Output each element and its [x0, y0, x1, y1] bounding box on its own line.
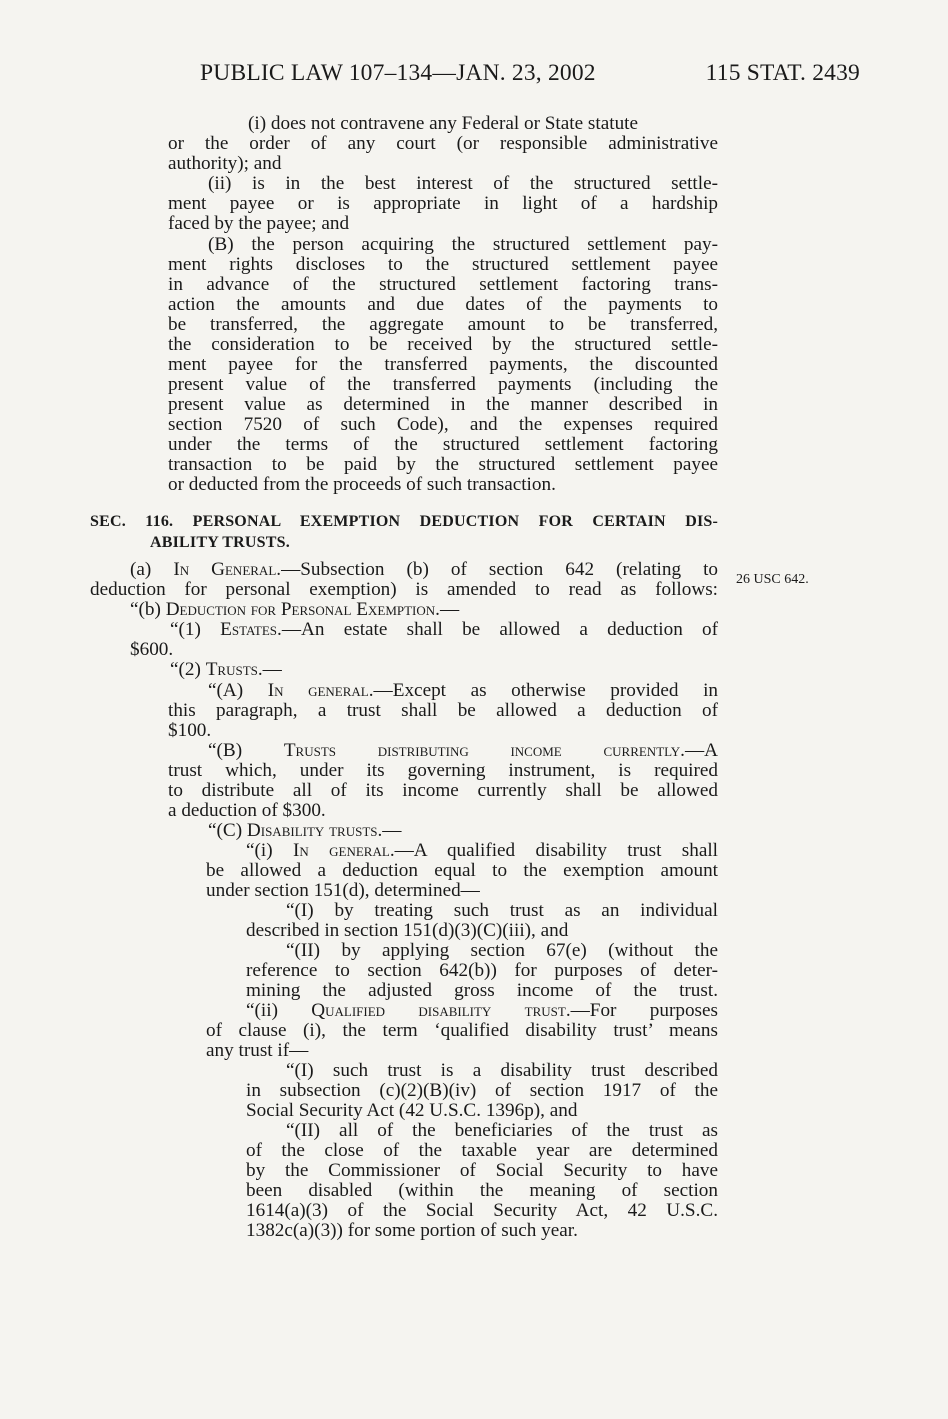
- body-line: under the terms of the structured settlement factoring: [168, 434, 718, 455]
- body-line: in advance of the structured settlement factoring trans-: [168, 274, 718, 295]
- body-line: mining the adjusted gross income of the trust.: [246, 980, 718, 1001]
- body-line: action the amounts and due dates of the payments to: [168, 294, 718, 315]
- body-line: (ii) is in the best interest of the structured settle-: [208, 173, 718, 194]
- body-line: 1382c(a)(3)) for some portion of such year.: [246, 1220, 578, 1241]
- body-line: faced by the payee; and: [168, 213, 350, 234]
- body-line: deduction for personal exemption) is amended to read as follows:: [90, 579, 718, 600]
- body-line: ment rights discloses to the structured settlement payee: [168, 254, 718, 275]
- margin-citation: 26 USC 642.: [736, 572, 809, 587]
- body-line: a deduction of $300.: [168, 800, 326, 821]
- body-line: or the order of any court (or responsible administrative: [168, 133, 718, 154]
- body-line: section 7520 of such Code), and the expenses required: [168, 414, 718, 435]
- body-line: described in section 151(d)(3)(C)(iii), and: [246, 920, 569, 941]
- subclause-II: “(II) all of the beneficiaries of the trust as: [286, 1120, 718, 1141]
- body-line: 1614(a)(3) of the Social Security Act, 42 U.S.C.: [246, 1200, 718, 1221]
- subparagraph-c: “(C) Disability trusts.—: [208, 820, 402, 841]
- body-line: of clause (i), the term ‘qualified disability trust’ means: [206, 1020, 718, 1041]
- running-header: [200, 60, 860, 94]
- subsection-b-heading: “(b) Deduction for Personal Exemption.—: [130, 599, 460, 620]
- body-line: to distribute all of its income currently shall be allowed: [168, 780, 718, 801]
- header-public-law: PUBLIC LAW 107–134—JAN. 23, 2002: [200, 60, 596, 86]
- body-line: trust which, under its governing instrument, is required: [168, 760, 718, 781]
- body-line: Social Security Act (42 U.S.C. 1396p), and: [246, 1100, 578, 1121]
- subsection-a: (a) In General.—Subsection (b) of section 642 (relating to: [130, 559, 719, 580]
- body-line: ment payee for the transferred payments, the discounted: [168, 354, 718, 375]
- body-line: be allowed a deduction equal to the exemption amount: [206, 860, 718, 881]
- subclause-I: “(I) by treating such trust as an individual: [286, 900, 718, 921]
- body-line: reference to section 642(b)) for purposes of deter-: [246, 960, 718, 981]
- section-heading: SEC. 116. PERSONAL EXEMPTION DEDUCTION FOR CERTAIN DIS-: [90, 513, 718, 530]
- body-line: of the close of the taxable year are determined: [246, 1140, 718, 1161]
- body-line: present value of the transferred payments (including the: [168, 374, 718, 395]
- body-line: (i) does not contravene any Federal or State statute: [248, 113, 639, 134]
- subclause-I: “(I) such trust is a disability trust described: [286, 1060, 718, 1081]
- body-line: any trust if—: [206, 1040, 309, 1061]
- clause-i: “(i) In general.—A qualified disability trust shall: [246, 840, 719, 861]
- subclause-II: “(II) by applying section 67(e) (without the: [286, 940, 718, 961]
- body-line: by the Commissioner of Social Security to have: [246, 1160, 718, 1181]
- subparagraph-b: “(B) Trusts distributing income currently.—A: [208, 740, 719, 761]
- paragraph-estates: “(1) Estates.—An estate shall be allowed a deduction of: [170, 619, 718, 640]
- body-line: be transferred, the aggregate amount to be transferred,: [168, 314, 718, 335]
- body-line: $100.: [168, 720, 212, 741]
- body-line: in subsection (c)(2)(B)(iv) of section 1917 of the: [246, 1080, 718, 1101]
- section-heading-cont: ABILITY TRUSTS.: [150, 534, 290, 551]
- body-line: (B) the person acquiring the structured settlement pay-: [208, 234, 718, 255]
- body-line: $600.: [130, 639, 174, 660]
- subparagraph-a: “(A) In general.—Except as otherwise provided in: [208, 680, 719, 701]
- body-line: authority); and: [168, 153, 282, 174]
- body-line: present value as determined in the manner described in: [168, 394, 718, 415]
- paragraph-trusts: “(2) Trusts.—: [170, 659, 282, 680]
- body-line: transaction to be paid by the structured settlement payee: [168, 454, 718, 475]
- body-line: under section 151(d), determined—: [206, 880, 480, 901]
- header-stat-page: 115 STAT. 2439: [705, 60, 860, 86]
- body-line: ment payee or is appropriate in light of a hardship: [168, 193, 718, 214]
- body-line: the consideration to be received by the structured settle-: [168, 334, 718, 355]
- body-line: or deducted from the proceeds of such transaction.: [168, 474, 556, 495]
- clause-ii: “(ii) Qualified disability trust.—For purposes: [246, 1000, 718, 1021]
- body-line: been disabled (within the meaning of section: [246, 1180, 718, 1201]
- body-line: this paragraph, a trust shall be allowed a deduction of: [168, 700, 718, 721]
